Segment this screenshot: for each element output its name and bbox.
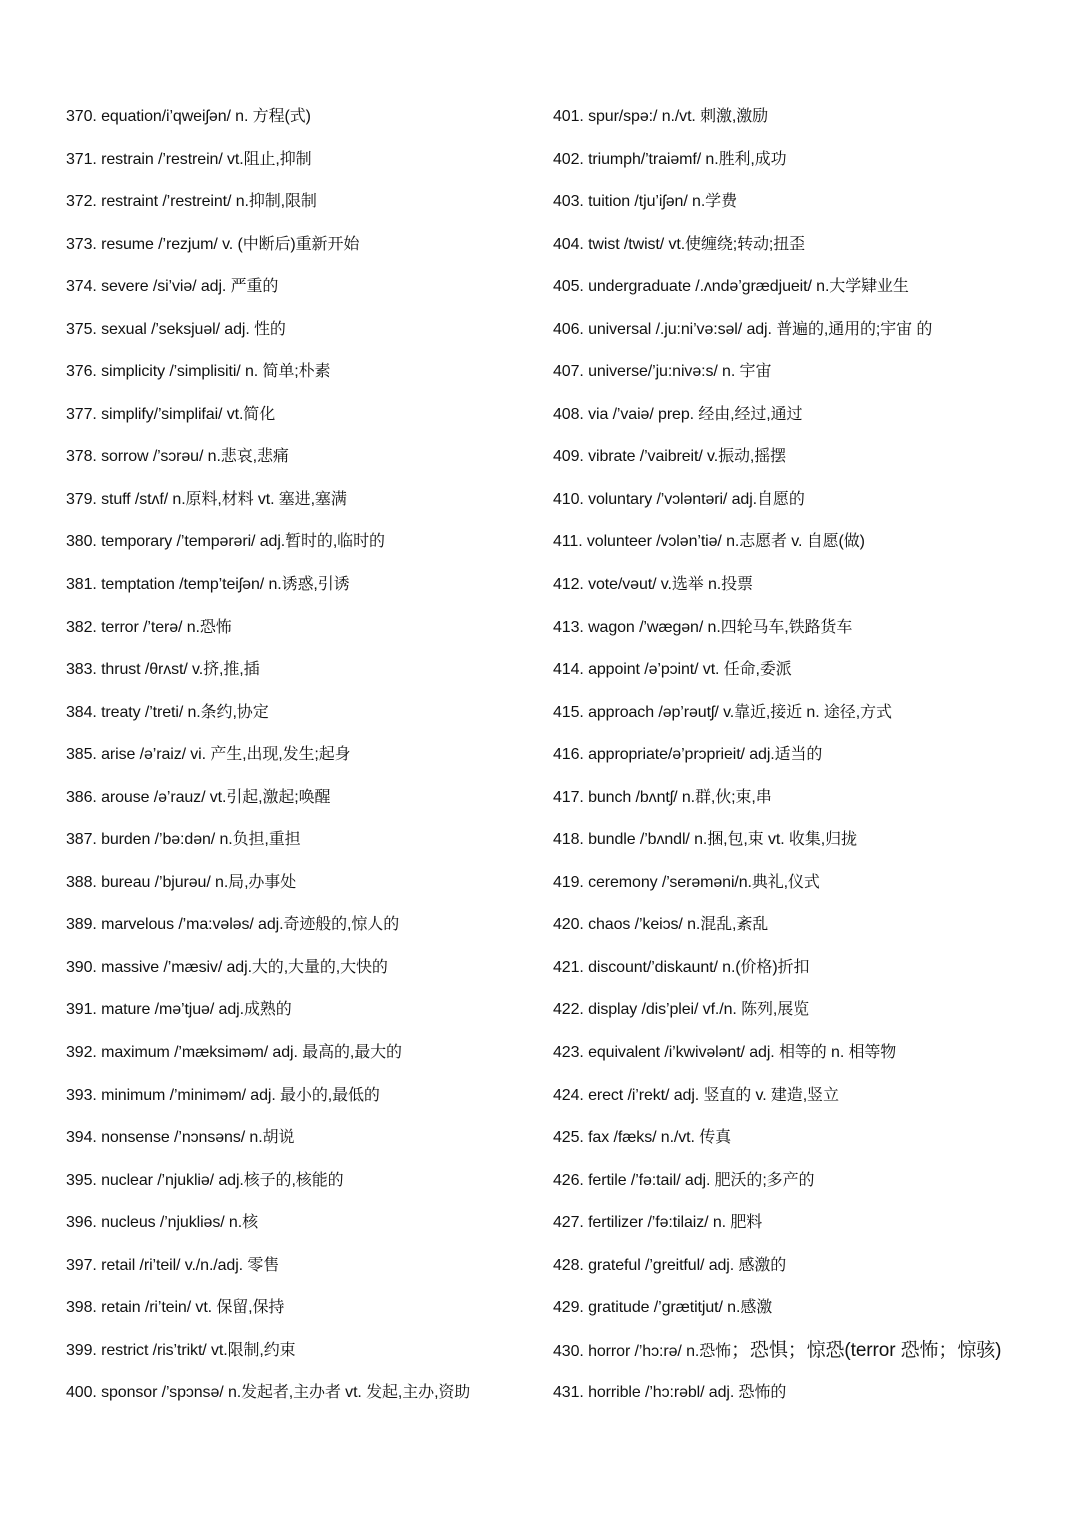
vocab-entry-430-main: 430. horror /’hɔ:rə/ n.恐怖 <box>553 1342 732 1360</box>
vocab-entry-414: 414. appoint /ə’pɔint/ vt. 任命,委派 <box>553 661 792 679</box>
vocab-entry-408: 408. via /’vaiə/ prep. 经由,经过,通过 <box>553 405 803 423</box>
vocab-entry-384: 384. treaty /’treti/ n.条约,协定 <box>66 703 269 721</box>
vocab-entry-374: 374. severe /si’viə/ adj. 严重的 <box>66 278 279 296</box>
vocab-entry-413: 413. wagon /’wægən/ n.四轮马车,铁路货车 <box>553 618 853 636</box>
vocab-entry-391: 391. mature /mə’tjuə/ adj.成熟的 <box>66 1001 292 1019</box>
vocab-entry-422: 422. display /dis’plei/ vf./n. 陈列,展览 <box>553 1001 810 1019</box>
vocab-entry-397: 397. retail /ri’teil/ v./n./adj. 零售 <box>66 1256 280 1274</box>
vocab-entry-404: 404. twist /twist/ vt.使缠绕;转动;扭歪 <box>553 235 806 253</box>
vocab-entry-431: 431. horrible /’hɔ:rəbl/ adj. 恐怖的 <box>553 1384 787 1402</box>
vocab-entry-390: 390. massive /’mæsiv/ adj.大的,大量的,大快的 <box>66 958 388 976</box>
right-column <box>553 96 1073 1415</box>
vocab-entry-377: 377. simplify/’simplifai/ vt.简化 <box>66 405 276 423</box>
vocab-entry-392: 392. maximum /’mæksiməm/ adj. 最高的,最大的 <box>66 1044 402 1062</box>
vocab-entry-395: 395. nuclear /’njukliə/ adj.核子的,核能的 <box>66 1171 344 1189</box>
vocab-entry-370: 370. equation/i’qweiʃən/ n. 方程(式) <box>66 108 311 125</box>
vocab-entry-416: 416. appropriate/ə’prɔprieit/ adj.适当的 <box>553 746 823 764</box>
vocab-entry-411: 411. volunteer /vɔlən’tiə/ n.志愿者 v. 自愿(做) <box>553 533 865 551</box>
vocab-entry-430 <box>553 1330 1073 1373</box>
vocab-entry-405: 405. undergraduate /.ʌndə’grædjueit/ n.大学肄业生 <box>553 278 909 296</box>
vocab-entry-388: 388. bureau /’bjurəu/ n.局,办事处 <box>66 873 297 891</box>
vocab-entry-378: 378. sorrow /’sɔrəu/ n.悲哀,悲痛 <box>66 448 289 466</box>
vocab-entry-424: 424. erect /i’rekt/ adj. 竖直的 v. 建造,竖立 <box>553 1086 839 1104</box>
vocab-entry-419: 419. ceremony /’serəməni/n.典礼,仪式 <box>553 873 820 891</box>
vocab-entry-428: 428. grateful /’greitful/ adj. 感激的 <box>553 1256 787 1274</box>
vocab-entry-425: 425. fax /fæks/ n./vt. 传真 <box>553 1129 732 1147</box>
vocab-entry-415: 415. approach /əp’rəutʃ/ v.靠近,接近 n. 途径,方式 <box>553 703 892 721</box>
vocab-entry-400: 400. sponsor /’spɔnsə/ n.发起者,主办者 vt. 发起,主办,资助 <box>66 1384 471 1402</box>
vocab-entry-387: 387. burden /’bə:dən/ n.负担,重担 <box>66 831 301 849</box>
vocab-entry-379: 379. stuff /stʌf/ n.原料,材料 vt. 塞进,塞满 <box>66 490 347 508</box>
vocab-entry-426: 426. fertile /’fə:tail/ adj. 肥沃的;多产的 <box>553 1171 815 1189</box>
vocab-entry-371: 371. restrain /’restrein/ vt.阻止,抑制 <box>66 150 312 168</box>
vocab-entry-417: 417. bunch /bʌntʃ/ n.群,伙;束,串 <box>553 788 772 806</box>
vocab-entry-386: 386. arouse /ə’rauz/ vt.引起,激起;唤醒 <box>66 788 331 806</box>
vocab-entry-401: 401. spur/spə:/ n./vt. 刺激,激励 <box>553 108 769 125</box>
vocab-entry-407: 407. universe/’ju:nivə:s/ n. 宇宙 <box>553 363 772 381</box>
vocab-entry-412: 412. vote/vəut/ v.选举 n.投票 <box>553 576 753 594</box>
vocab-entry-423: 423. equivalent /i’kwivələnt/ adj. 相等的 n. 相等物 <box>553 1044 897 1062</box>
left-column <box>66 96 536 1415</box>
vocab-entry-430-extra: ；恐惧；惊恐(terror 恐怖；惊骇) <box>731 1339 1002 1361</box>
vocab-entry-380: 380. temporary /’tempərəri/ adj.暂时的,临时的 <box>66 533 385 551</box>
vocab-entry-389: 389. marvelous /’ma:vələs/ adj.奇迹般的,惊人的 <box>66 916 400 934</box>
vocab-entry-375: 375. sexual /’seksjuəl/ adj. 性的 <box>66 320 286 338</box>
vocab-entry-409: 409. vibrate /’vaibreit/ v.振动,摇摆 <box>553 448 787 466</box>
vocab-entry-382: 382. terror /’terə/ n.恐怖 <box>66 618 232 636</box>
vocab-entry-383: 383. thrust /θrʌst/ v.挤,推,插 <box>66 661 260 679</box>
vocab-entry-406: 406. universal /.ju:ni’və:səl/ adj. 普遍的,通用的;宇宙 的 <box>553 320 933 338</box>
vocab-entry-394: 394. nonsense /’nɔnsəns/ n.胡说 <box>66 1129 295 1147</box>
vocab-entry-421: 421. discount/’diskaunt/ n.(价格)折扣 <box>553 958 810 976</box>
vocab-entry-398: 398. retain /ri’tein/ vt. 保留,保持 <box>66 1299 285 1317</box>
vocab-entry-403: 403. tuition /tju’iʃən/ n.学费 <box>553 193 737 211</box>
vocab-entry-410: 410. voluntary /’vɔləntəri/ adj.自愿的 <box>553 490 805 508</box>
vocab-entry-402: 402. triumph/’traiəmf/ n.胜利,成功 <box>553 150 787 168</box>
vocab-entry-399: 399. restrict /ris’trikt/ vt.限制,约束 <box>66 1341 296 1359</box>
vocab-entry-429: 429. gratitude /’grætitjut/ n.感激 <box>553 1299 773 1317</box>
vocab-entry-372: 372. restraint /’restreint/ n.抑制,限制 <box>66 193 317 211</box>
vocab-entry-418: 418. bundle /’bʌndl/ n.捆,包,束 vt. 收集,归拢 <box>553 831 857 849</box>
vocab-entry-427: 427. fertilizer /’fə:tilaiz/ n. 肥料 <box>553 1214 763 1232</box>
vocab-entry-385: 385. arise /ə’raiz/ vi. 产生,出现,发生;起身 <box>66 746 351 764</box>
vocab-entry-420: 420. chaos /’keiɔs/ n.混乱,紊乱 <box>553 916 769 934</box>
vocab-entry-373: 373. resume /’rezjum/ v. (中断后)重新开始 <box>66 235 360 253</box>
vocab-entry-376: 376. simplicity /’simplisiti/ n. 简单;朴素 <box>66 363 331 381</box>
vocab-entry-393: 393. minimum /’miniməm/ adj. 最小的,最低的 <box>66 1086 380 1104</box>
vocab-entry-381: 381. temptation /temp’teiʃən/ n.诱惑,引诱 <box>66 576 350 594</box>
vocab-entry-396: 396. nucleus /’njukliəs/ n.核 <box>66 1214 258 1232</box>
